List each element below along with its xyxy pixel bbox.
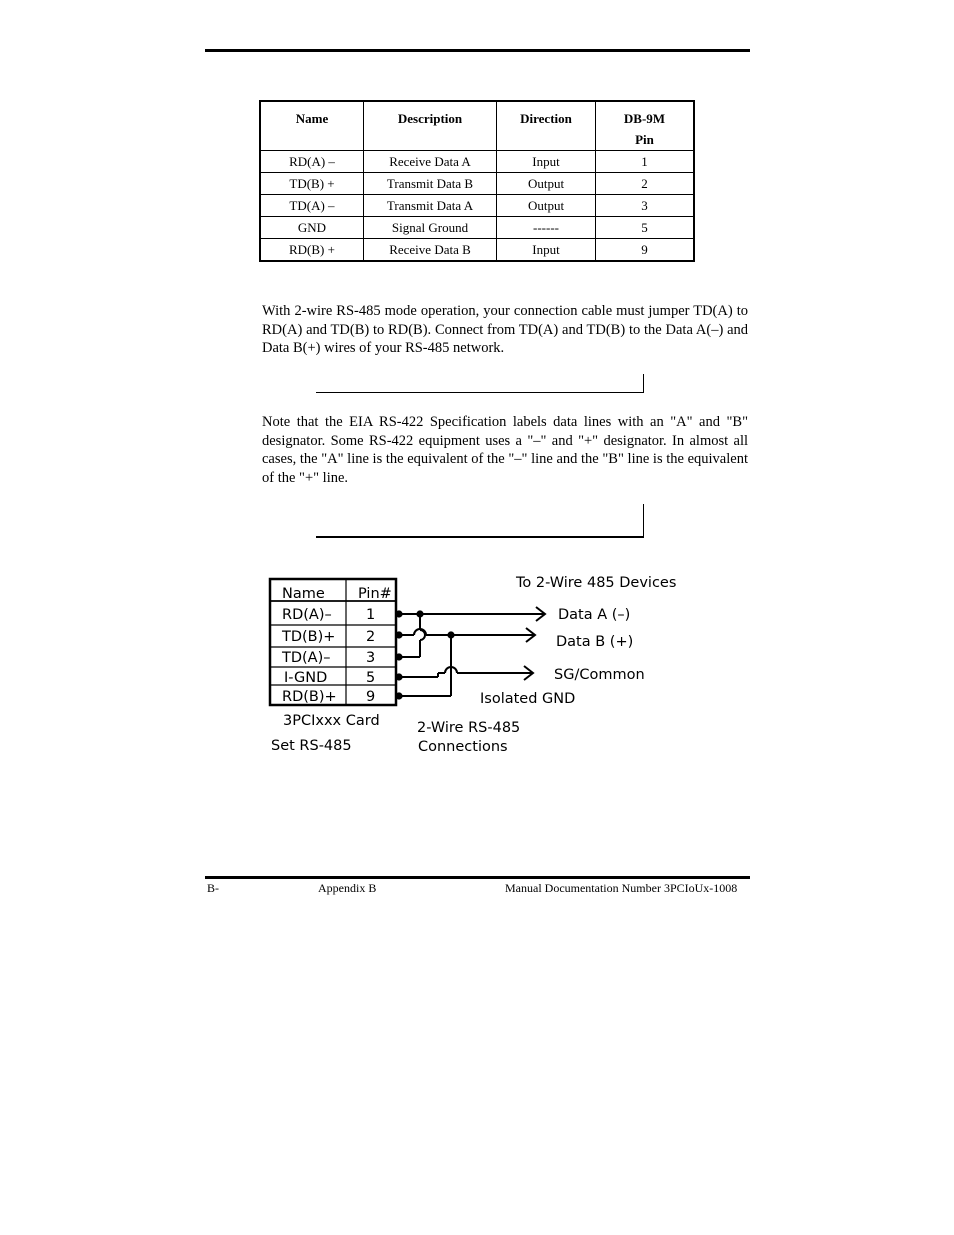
footer-page-number: B- (207, 881, 219, 895)
footer-rule (205, 876, 750, 879)
divider-bracket (316, 375, 644, 393)
table-cell: Input (497, 239, 596, 262)
table-cell: Receive Data B (364, 239, 497, 262)
wiring-diagram (262, 570, 692, 760)
column-header-pin-text: DB-9M Pin (623, 111, 666, 147)
table-cell: 3 (596, 195, 695, 217)
diagram-row-pin: 5 (366, 670, 376, 686)
table-cell: Output (497, 173, 596, 195)
diagram-title: To 2-Wire 485 Devices (516, 575, 677, 591)
diagram-label-set-mode: Set RS-485 (271, 738, 352, 754)
diagram-row-pin: 2 (366, 629, 376, 645)
table-cell: 2 (596, 173, 695, 195)
diagram-label-connections-1: 2-Wire RS-485 (417, 720, 521, 736)
table-cell: Transmit Data A (364, 195, 497, 217)
diagram-label-sg-common: SG/Common (554, 667, 645, 683)
diagram-label-card: 3PCIxxx Card (283, 713, 380, 729)
table-row (260, 173, 694, 195)
column-header-pin (596, 101, 695, 151)
diagram-wires (396, 607, 545, 699)
paragraph-two-wire: With 2-wire RS-485 mode operation, your connection cable must jumper TD(A) to RD(A) and TD(B) to RD(B). Connect from TD(A) and TD(B) to the Data A(–) and Data B(+) wires of your RS-485 network. (262, 303, 748, 356)
diagram-label-isolated-gnd: Isolated GND (480, 691, 576, 707)
diagram-row-pin: 3 (366, 650, 376, 666)
header-rule (205, 49, 750, 52)
table-cell: Input (497, 151, 596, 173)
table-cell: TD(A) – (260, 195, 364, 217)
pinout-table (259, 100, 695, 262)
paragraph-note: Note that the EIA RS-422 Specification labels data lines with an "A" and "B" designator. Some RS-422 equipment uses a "–" and "+" designator. In almost all cases, the "A" line is the equivalent of the "–" line and the "B" line is the equivalent of the "+" line. (262, 414, 748, 486)
table-cell: ------ (497, 217, 596, 239)
diagram-row-name: TD(A)– (282, 650, 331, 666)
table-cell: Transmit Data B (364, 173, 497, 195)
table-cell: 5 (596, 217, 695, 239)
diagram-label-connections-2: Connections (418, 739, 508, 755)
table-header-row (260, 101, 694, 151)
column-header-direction: Direction (497, 101, 596, 151)
table-cell: TD(B) + (260, 173, 364, 195)
diagram-label-data-b: Data B (+) (556, 634, 634, 650)
diagram-row-pin: 1 (366, 607, 376, 623)
column-header-description: Description (364, 101, 497, 151)
diagram-row-name: I-GND (284, 670, 328, 686)
table-cell: GND (260, 217, 364, 239)
table-row (260, 151, 694, 173)
table-cell: Output (497, 195, 596, 217)
diagram-header-name: Name (282, 586, 325, 602)
table-cell: 9 (596, 239, 695, 262)
diagram-header-pin: Pin# (358, 586, 392, 602)
column-header-name: Name (260, 101, 364, 151)
table-cell: 1 (596, 151, 695, 173)
table-row (260, 239, 694, 262)
footer-doc-number: Manual Documentation Number 3PCIoUx-1008 (505, 881, 738, 895)
diagram-row-pin: 9 (366, 689, 376, 705)
table-cell: RD(A) – (260, 151, 364, 173)
divider-bracket (316, 505, 644, 538)
diagram-row-name: RD(B)+ (282, 689, 337, 705)
table-cell: Signal Ground (364, 217, 497, 239)
diagram-row-name: RD(A)– (282, 607, 332, 623)
table-cell: Receive Data A (364, 151, 497, 173)
table-row (260, 217, 694, 239)
footer-section: Appendix B (318, 881, 377, 895)
table-row (260, 195, 694, 217)
table-cell: RD(B) + (260, 239, 364, 262)
diagram-label-data-a: Data A (–) (558, 607, 631, 623)
diagram-row-name: TD(B)+ (282, 629, 336, 645)
